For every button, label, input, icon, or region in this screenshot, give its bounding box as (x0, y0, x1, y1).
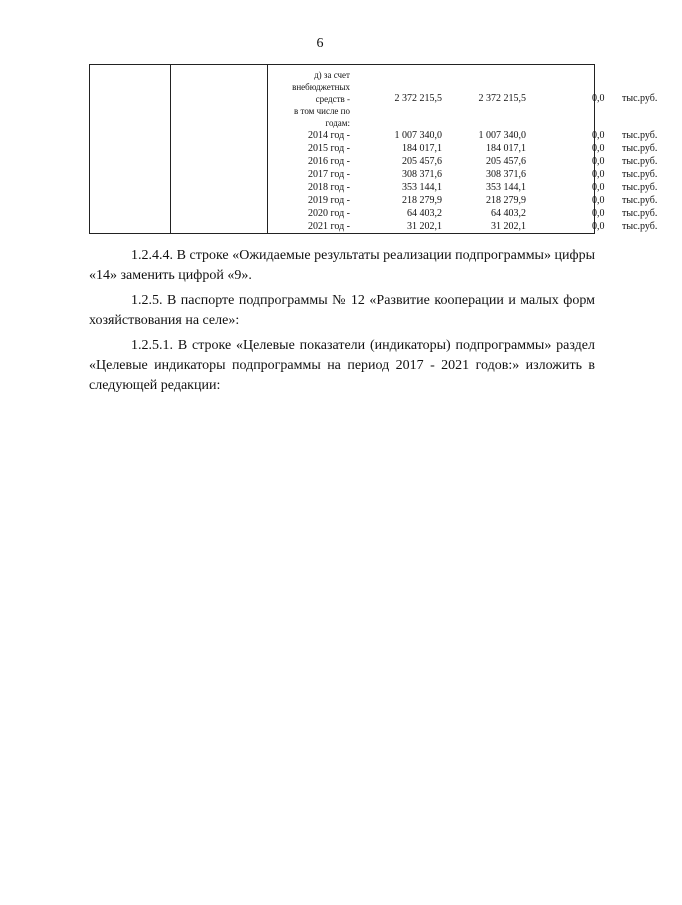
row-value-2: 1 007 340,0 (478, 130, 526, 141)
funding-label-line: средств - (315, 94, 350, 104)
table-row (90, 220, 658, 233)
row-unit: тыс.руб. (622, 182, 658, 193)
row-value-2: 31 202,1 (491, 221, 526, 232)
row-value-3: 0,0 (592, 156, 605, 167)
row-value-2: 218 279,9 (486, 195, 526, 206)
paragraph-1-2-4-4: 1.2.4.4. В строке «Ожидаемые результаты реализации подпрограммы» цифры «14» заменить цифрой «9». (89, 248, 595, 283)
table-row (90, 181, 658, 194)
row-unit: тыс.руб. (622, 143, 658, 154)
table-row (90, 129, 658, 142)
row-unit: тыс.руб. (622, 169, 658, 180)
row-value-1: 184 017,1 (402, 143, 442, 154)
row-value-3: 0,0 (592, 195, 605, 206)
total-value-3: 0,0 (592, 93, 605, 104)
row-value-1: 218 279,9 (402, 195, 442, 206)
funding-label-line: годам: (325, 118, 350, 128)
row-unit: тыс.руб. (622, 208, 658, 219)
total-value-1: 2 372 215,5 (394, 93, 442, 104)
row-value-1: 1 007 340,0 (394, 130, 442, 141)
row-value-1: 205 457,6 (402, 156, 442, 167)
row-value-2: 308 371,6 (486, 169, 526, 180)
row-year: 2014 год - (308, 130, 350, 141)
row-value-2: 184 017,1 (486, 143, 526, 154)
table-row (90, 168, 658, 181)
table-row (90, 142, 658, 155)
row-unit: тыс.руб. (622, 130, 658, 141)
row-value-2: 64 403,2 (491, 208, 526, 219)
total-unit: тыс.руб. (622, 93, 658, 104)
row-value-2: 353 144,1 (486, 182, 526, 193)
row-value-1: 353 144,1 (402, 182, 442, 193)
paragraph-1-2-5: 1.2.5. В паспорте подпрограммы № 12 «Развитие кооперации и малых форм хозяйствования на селе»: (89, 293, 595, 328)
funding-table (89, 64, 658, 234)
row-value-3: 0,0 (592, 208, 605, 219)
row-year: 2016 год - (308, 156, 350, 167)
table-row (90, 207, 658, 220)
row-year: 2017 год - (308, 169, 350, 180)
row-year: 2020 год - (308, 208, 350, 219)
row-value-1: 31 202,1 (407, 221, 442, 232)
funding-label-line: д) за счет (314, 70, 350, 80)
table-row (90, 194, 658, 207)
row-value-3: 0,0 (592, 182, 605, 193)
row-value-1: 308 371,6 (402, 169, 442, 180)
page-number: 6 (316, 36, 324, 51)
row-unit: тыс.руб. (622, 156, 658, 167)
row-value-2: 205 457,6 (486, 156, 526, 167)
total-value-2: 2 372 215,5 (478, 93, 526, 104)
paragraph-1-2-5-1: 1.2.5.1. В строке «Целевые показатели (индикаторы) подпрограммы» раздел «Целевые индикаторы подпрограммы на период 2017 - 2021 годов:» изложить в следующей редакции: (89, 338, 595, 393)
row-year: 2019 год - (308, 195, 350, 206)
row-unit: тыс.руб. (622, 221, 658, 232)
row-year: 2018 год - (308, 182, 350, 193)
row-value-3: 0,0 (592, 169, 605, 180)
total-row (90, 92, 658, 105)
row-value-3: 0,0 (592, 130, 605, 141)
funding-label-line: в том числе по (294, 106, 350, 116)
table-row (90, 155, 658, 168)
funding-label-line: внебюджетных (292, 82, 350, 92)
row-value-1: 64 403,2 (407, 208, 442, 219)
row-unit: тыс.руб. (622, 195, 658, 206)
row-value-3: 0,0 (592, 221, 605, 232)
row-year: 2015 год - (308, 143, 350, 154)
row-year: 2021 год - (308, 221, 350, 232)
row-value-3: 0,0 (592, 143, 605, 154)
